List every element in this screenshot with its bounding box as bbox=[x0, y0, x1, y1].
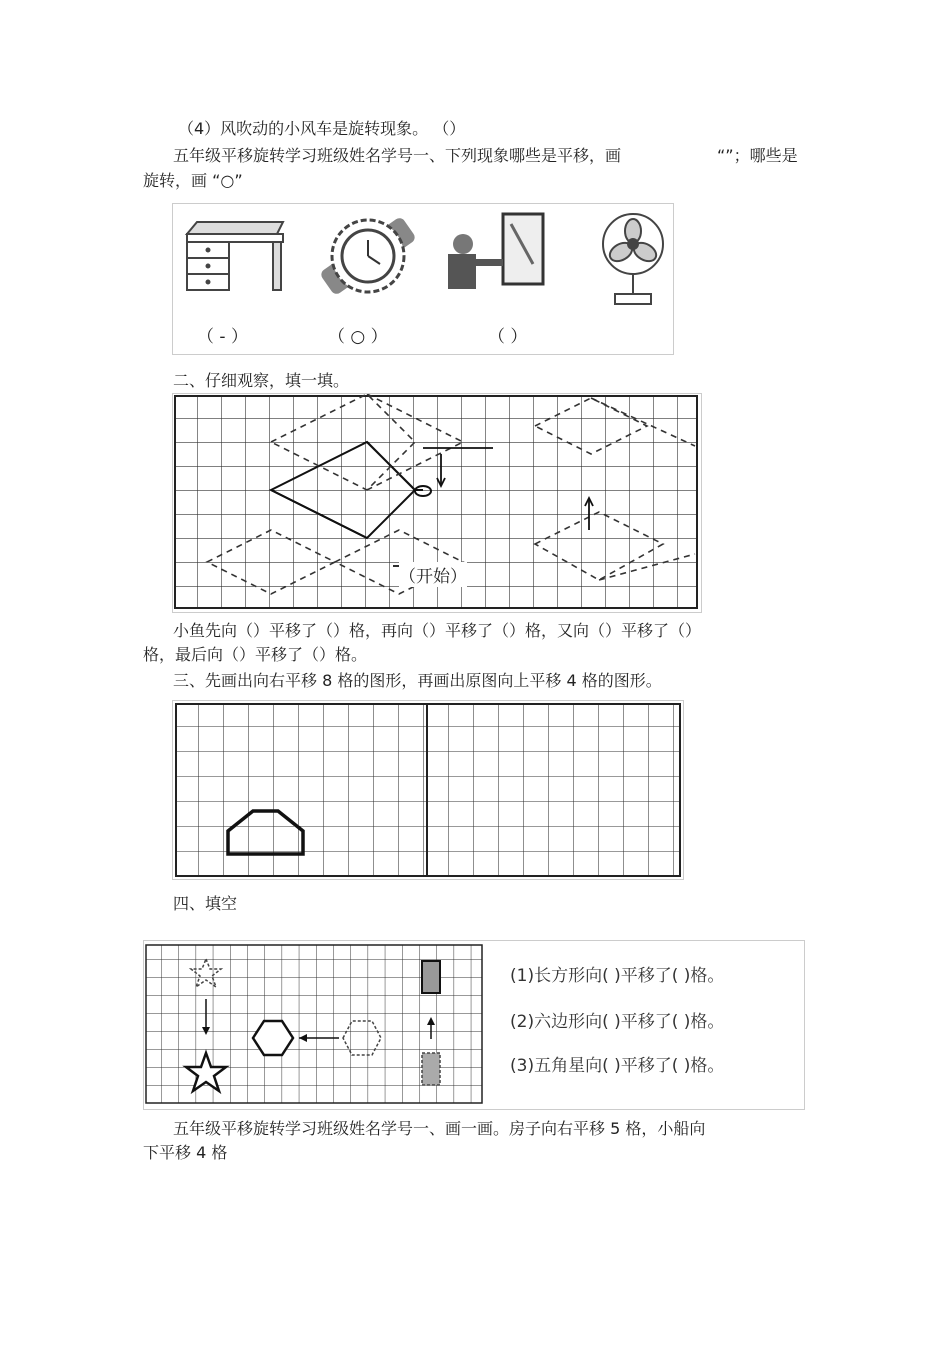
desk-image bbox=[187, 222, 283, 290]
fan-image bbox=[603, 214, 663, 304]
answer-window: （ ） bbox=[488, 327, 528, 347]
watch-image bbox=[319, 216, 417, 296]
figure-fish-grid bbox=[172, 393, 702, 613]
rectangle-solid bbox=[422, 961, 440, 993]
figure-translate-grid bbox=[172, 700, 684, 880]
fill-q1: (1)长方形向( )平移了( )格。 bbox=[510, 966, 725, 986]
section-1-title-cont: “”；哪些是 bbox=[717, 146, 798, 165]
sliding-window-image bbox=[448, 214, 543, 289]
fill-q3: (3)五角星向( )平移了( )格。 bbox=[510, 1056, 725, 1076]
answer-desk: （ - ） bbox=[197, 327, 248, 347]
section-3-title: 三、先画出向右平移 8 格的图形，再画出原图向上平移 4 格的图形。 bbox=[173, 671, 662, 690]
section-2-text-line2: 格，最后向（）平移了（）格。 bbox=[143, 645, 368, 664]
section-2-text: 小鱼先向（）平移了（）格，再向（）平移了（）格，又向（）平移了（） bbox=[173, 621, 702, 640]
section-2-title: 二、仔细观察，填一填。 bbox=[173, 371, 350, 390]
start-label: （开始） bbox=[399, 562, 467, 587]
figure-fill-in bbox=[143, 940, 805, 1110]
section-1-title-line2: 旋转，画 “○” bbox=[143, 171, 243, 190]
section-4-title: 四、填空 bbox=[173, 894, 238, 913]
fill-q2: (2)六边形向( )平移了( )格。 bbox=[510, 1012, 725, 1032]
answer-watch: （ ○ ） bbox=[328, 327, 388, 347]
section-5-text: 五年级平移旋转学习班级姓名学号一、画一画。房子向右平移 5 格，小船向 bbox=[173, 1119, 706, 1138]
rectangle-dashed bbox=[422, 1053, 440, 1085]
section-5-text-line2: 下平移 4 格 bbox=[143, 1143, 228, 1162]
section-1-title: 五年级平移旋转学习班级姓名学号一、下列现象哪些是平移，画 bbox=[173, 146, 622, 165]
question-4-line: （4）风吹动的小风车是旋转现象。 （） bbox=[178, 119, 466, 138]
figure-phenomena bbox=[172, 203, 674, 355]
